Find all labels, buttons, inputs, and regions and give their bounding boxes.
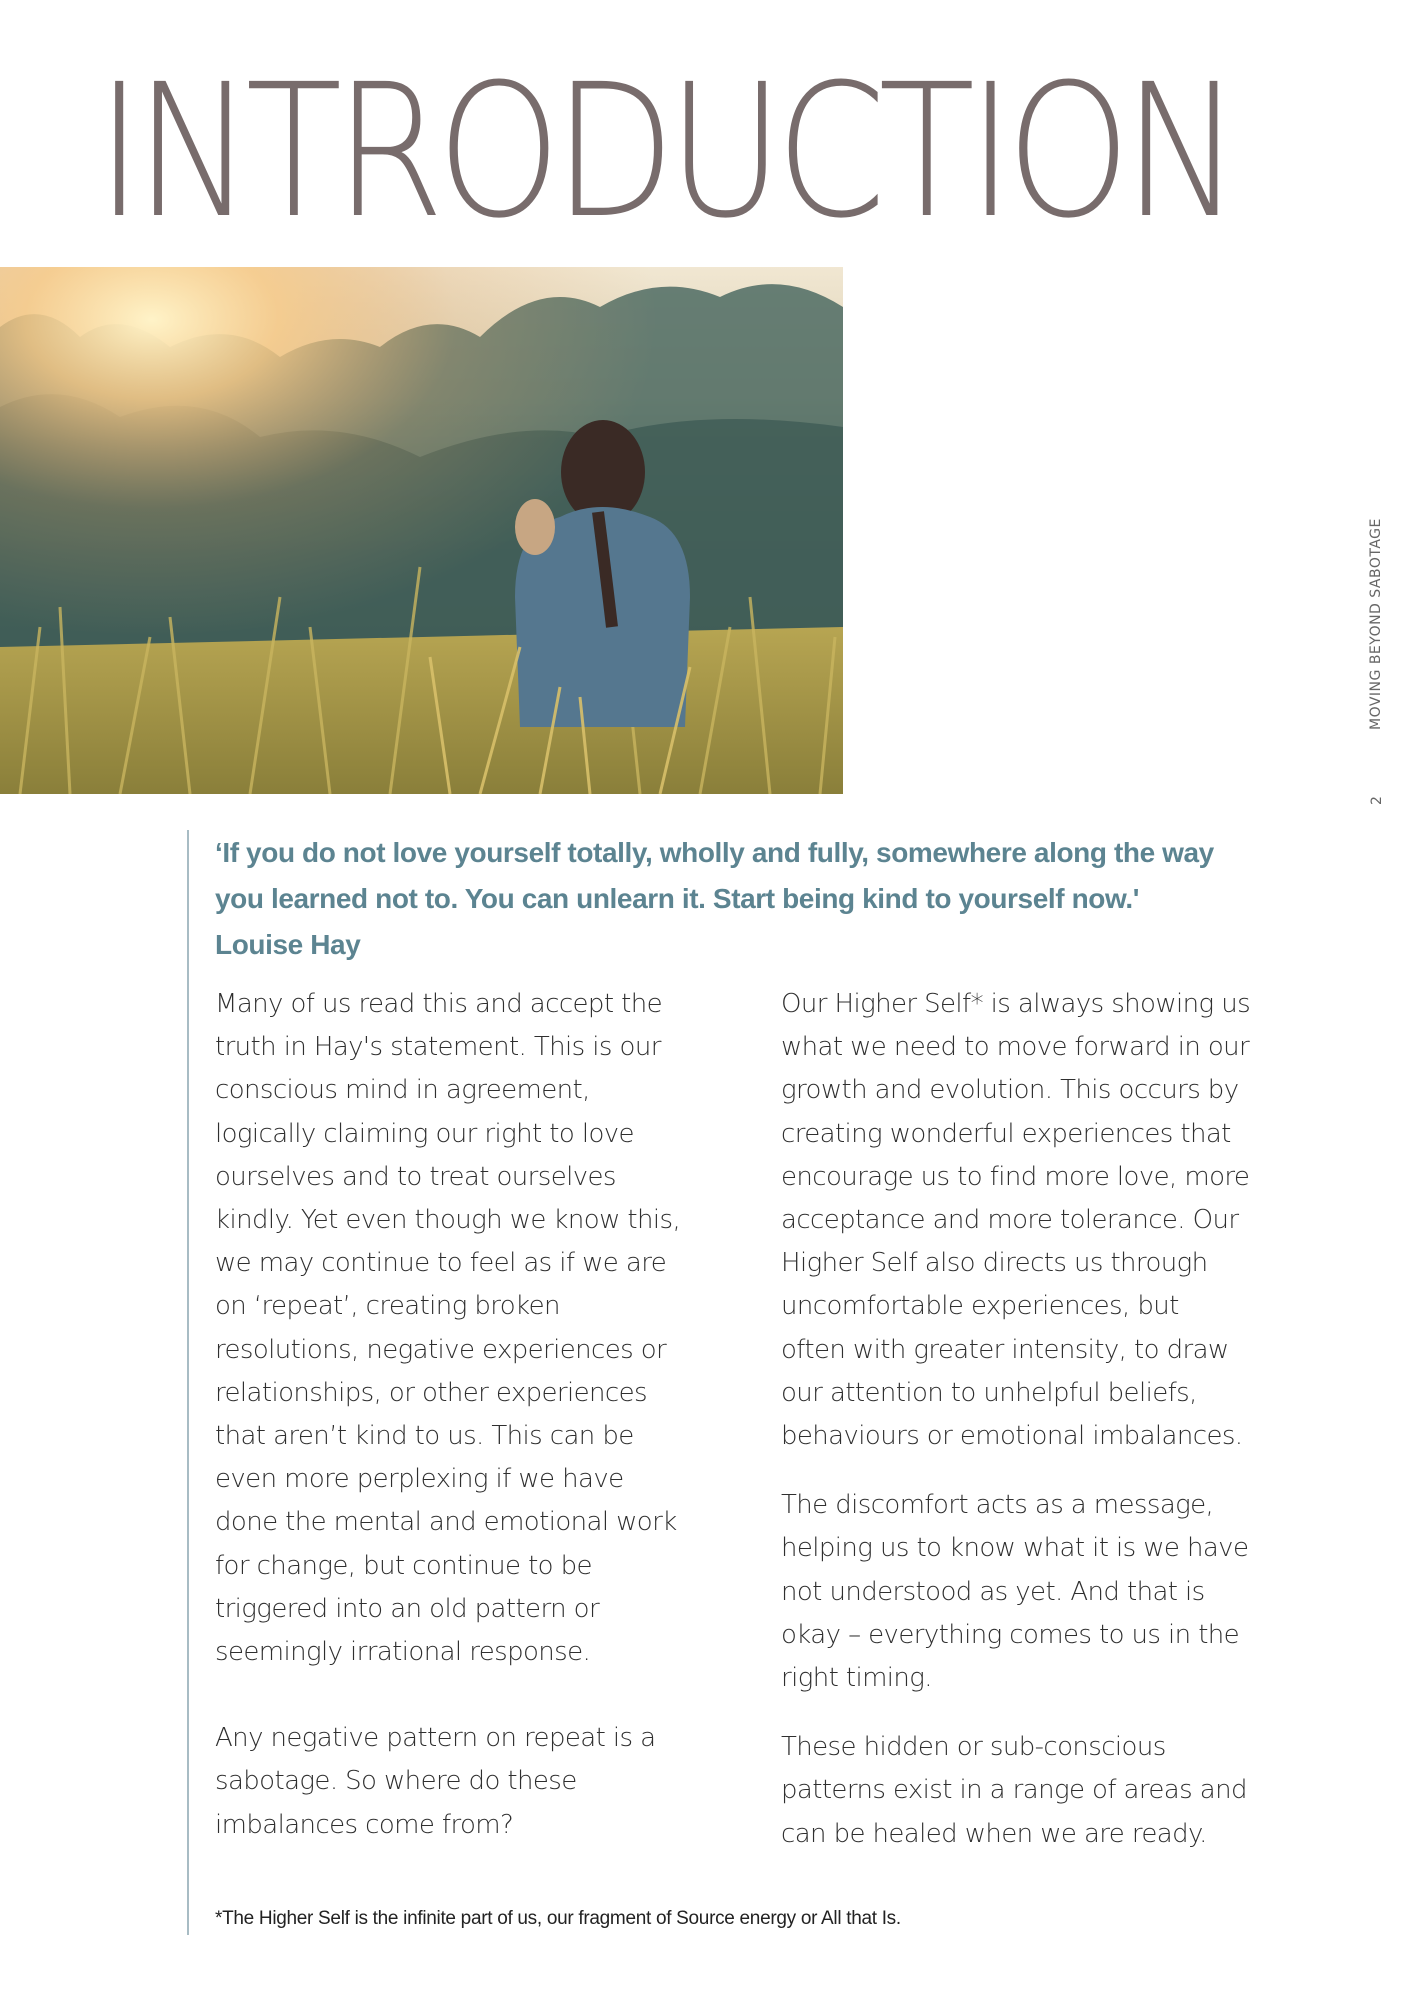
woman-in-field-photo	[0, 267, 843, 794]
pull-quote	[215, 830, 1275, 968]
text-line: seemingly irrational response.	[215, 1637, 591, 1668]
text-line: resolutions, negative experiences or	[215, 1334, 667, 1365]
text-line: Any negative pattern on repeat is a	[215, 1723, 656, 1754]
page-title: INTRODUCTION	[96, 45, 1234, 259]
text-line: often with greater intensity, to draw	[781, 1334, 1229, 1365]
text-line: triggered into an old pattern or	[215, 1593, 600, 1624]
footnote: *The Higher Self is the infinite part of us, our fragment of Source energy or All that Is.	[215, 1908, 901, 1929]
text-line: that aren’t kind to us. This can be	[215, 1421, 634, 1452]
text-line: relationships, or other experiences	[215, 1377, 647, 1408]
quote-rule	[187, 830, 189, 1935]
text-line: logically claiming our right to love	[215, 1118, 634, 1149]
body-paragraph	[781, 1484, 1301, 1700]
quote-line: you learned not to. You can unlearn it. Start being kind to yourself now.'	[215, 883, 1139, 914]
text-line: done the mental and emotional work	[215, 1507, 677, 1538]
body-column-left	[215, 983, 725, 1847]
text-line: kindly. Yet even though we know this,	[215, 1205, 681, 1236]
text-line: imbalances come from?	[215, 1809, 514, 1840]
text-line: uncomfortable experiences, but	[781, 1291, 1179, 1322]
text-line: can be healed when we are ready.	[781, 1818, 1207, 1849]
body-paragraph	[215, 1717, 725, 1847]
text-line: not understood as yet. And that is	[781, 1576, 1205, 1607]
text-line: Higher Self also directs us through	[781, 1248, 1208, 1279]
text-line: okay – everything comes to us in the	[781, 1619, 1240, 1650]
text-line: what we need to move forward in our	[781, 1032, 1250, 1063]
text-line: growth and evolution. This occurs by	[781, 1075, 1239, 1106]
text-line: we may continue to feel as if we are	[215, 1248, 667, 1279]
text-line: Our Higher Self* is always showing us	[781, 989, 1251, 1019]
body-column-right	[781, 983, 1301, 1856]
text-line: encourage us to find more love, more	[781, 1161, 1250, 1192]
text-line: sabotage. So where do these	[215, 1766, 577, 1797]
text-line: The discomfort acts as a message,	[781, 1490, 1214, 1521]
quote-attribution: Louise Hay	[215, 929, 361, 960]
text-line: even more perplexing if we have	[215, 1464, 624, 1495]
running-header: MOVING BEYOND SABOTAGE	[1368, 518, 1384, 730]
text-line: patterns exist in a range of areas and	[781, 1775, 1247, 1806]
text-line: conscious mind in agreement,	[215, 1075, 590, 1106]
text-line: our attention to unhelpful beliefs,	[781, 1377, 1197, 1408]
body-paragraph	[781, 983, 1301, 1458]
text-line: on ‘repeat’, creating broken	[215, 1291, 560, 1322]
text-line: ourselves and to treat ourselves	[215, 1161, 616, 1192]
text-line: creating wonderful experiences that	[781, 1118, 1231, 1149]
page-number: 2	[1369, 796, 1385, 805]
body-paragraph	[781, 1726, 1301, 1856]
text-line: helping us to know what it is we have	[781, 1533, 1249, 1564]
text-line: right timing.	[781, 1663, 932, 1694]
text-line: These hidden or sub-conscious	[781, 1732, 1166, 1763]
text-line: truth in Hay's statement. This is our	[215, 1032, 661, 1063]
text-line: acceptance and more tolerance. Our	[781, 1205, 1239, 1236]
text-line: for change, but continue to be	[215, 1550, 592, 1581]
body-paragraph	[215, 983, 725, 1674]
text-line: behaviours or emotional imbalances.	[781, 1421, 1243, 1452]
text-line: Many of us read this and accept the	[215, 989, 662, 1019]
quote-line: ‘If you do not love yourself totally, wholly and fully, somewhere along the way	[215, 837, 1214, 868]
